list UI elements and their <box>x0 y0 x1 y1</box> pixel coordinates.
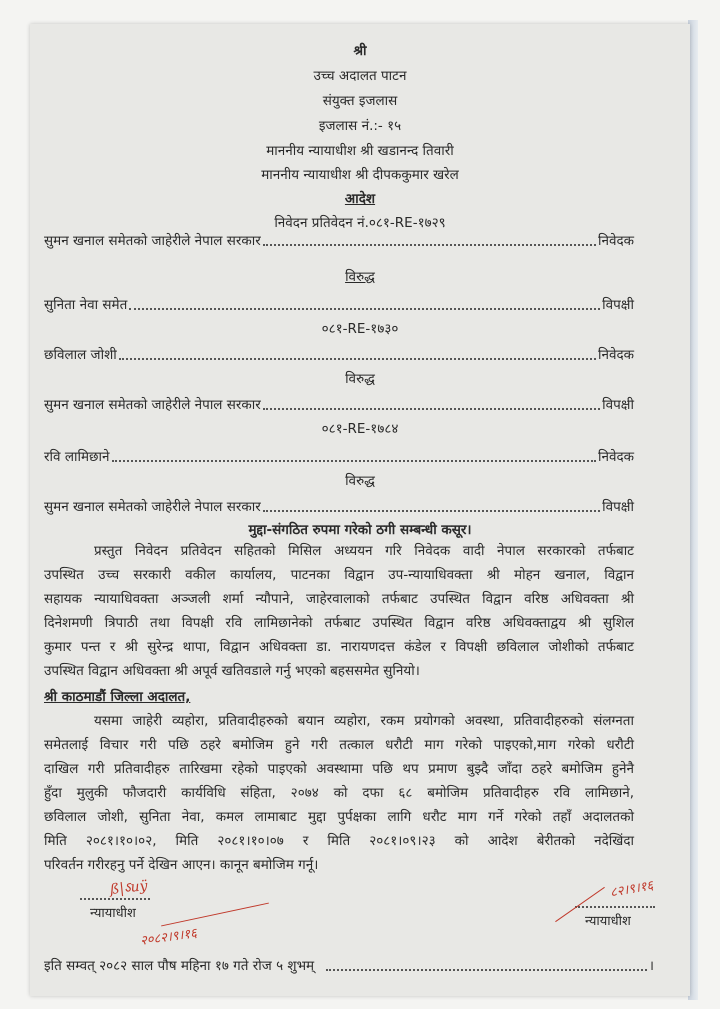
paragraph-line: उपस्थित उच्च सरकारी वकील कार्यालय, पाटनका विद्वान उप-न्यायाधिवक्ता श्री मोहन खनाल, विद्वान <box>44 567 634 583</box>
party-role: विपक्षी <box>602 397 634 413</box>
party-role: निवेदक <box>597 347 634 363</box>
paragraph-line: उपस्थित विद्वान अधिवक्ता श्री अपूर्व खतिवडाले गर्नु भएको बहससमेत सुनियो। <box>44 663 420 679</box>
party-line <box>44 396 634 414</box>
party-role: निवेदक <box>597 233 634 249</box>
paragraph-line: छविलाल जोशी, सुनिता नेवा, कमल लामाबाट मुद्दा पुर्पक्षका लागि धरौट माग गर्ने गरेको तहाँ अदालतको <box>44 809 634 825</box>
left-signature-stroke <box>161 903 269 927</box>
paragraph-line: मिति २०८१।१०।०२, मिति २०८१।१०।०७ र मिति २०८१।०९।२३ को आदेश बेरीतको नदेखिंदा <box>44 833 634 849</box>
case-subject: मुद्दा-संगठित रुपमा गरेको ठगी सम्बन्धी कसूर। <box>248 522 472 538</box>
dotted-leader <box>119 358 596 360</box>
left-signature-line <box>80 890 150 900</box>
versus-row <box>30 268 690 286</box>
left-handwritten-date: २०८२।९।१६ <box>139 926 198 949</box>
footer-date: इति सम्वत् २०८२ साल पौष महिना १७ गते रोज ५ शुभम् <box>44 958 315 974</box>
case-number: निवेदन प्रतिवेदन नं.०८१-RE-१७२९ <box>274 215 446 231</box>
paragraph-line: यसमा जाहेरी व्यहोरा, प्रतिवादीहरुको बयान व्यहोरा, रकम प्रयोगको अवस्था, प्रतिवादीहरुको संलग्नता <box>94 713 634 729</box>
party-line <box>44 232 634 250</box>
judge-2: माननीय न्यायाधीश श्री दीपककुमार खरेल <box>261 167 459 183</box>
party-line <box>44 346 634 364</box>
party-role: विपक्षी <box>602 499 634 515</box>
judge-1: माननीय न्यायाधीश श्री खडानन्द तिवारी <box>266 143 454 159</box>
paragraph-line: कुमार पन्त र श्री सुरेन्द्र थापा, विद्वान अधिवक्ता डा. नारायणदत्त कंडेल र विपक्षी छविलाल जोशीको तर्फबाट <box>44 639 634 655</box>
dotted-leader <box>263 244 596 246</box>
paragraph-line: समेतलाई विचार गरी पछि ठहरे बमोजिम हुने गरी तत्काल धरौटी माग गरेको पाइएको,माग गरेको धरौटी <box>44 737 634 753</box>
party-line <box>44 498 634 516</box>
left-judge-title: न्यायाधीश <box>90 906 136 921</box>
invocation: श्री <box>353 43 367 59</box>
right-signature-line <box>575 900 655 908</box>
right-judge-title: न्यायाधीश <box>585 914 631 929</box>
court-order-document <box>30 24 690 996</box>
case-number: ०८१-RE-१७८४ <box>321 421 399 437</box>
party-line <box>44 296 634 314</box>
paragraph-line: सहायक न्यायाधिवक्ता अञ्जली शर्मा न्यौपाने, जाहेरवालाको तर्फबाट उपस्थित विद्वान वरिष्ठ अधिवक्ता श्री <box>44 591 634 607</box>
paragraph-line: दिनेशमणी त्रिपाठी तथा विपक्षी रवि लामिछानेको तर्फबाट उपस्थित विद्वान वरिष्ठ अधिवक्ताद्वय श्री सुशिल <box>44 615 634 631</box>
paragraph-line: दाखिल गरी प्रतिवादीहरु तारिखमा रहेको पाइएको अवस्थामा पछि थप प्रमाण बुझ्दै जाँदा ठहरे बमोजिम हुनेनै <box>44 761 634 777</box>
dotted-leader <box>326 969 647 971</box>
document-type: आदेश <box>344 191 376 207</box>
petitioner-name: रवि लामिछाने <box>44 449 110 465</box>
party-line <box>44 448 634 466</box>
respondent-name: सुनिता नेवा समेत <box>44 297 128 313</box>
petitioner-name: छविलाल जोशी <box>44 347 117 363</box>
respondent-name: सुमन खनाल समेतको जाहेरीले नेपाल सरकार <box>44 499 261 515</box>
paragraph-line: प्रस्तुत निवेदन प्रतिवेदन सहितको मिसिल अध्ययन गरि निवेदक वादी नेपाल सरकारको तर्फबाट <box>94 543 634 559</box>
court-name: उच्च अदालत पाटन <box>313 68 407 84</box>
respondent-name: सुमन खनाल समेतको जाहेरीले नेपाल सरकार <box>44 397 261 413</box>
section-heading: श्री काठमाडौं जिल्ला अदालत, <box>44 689 191 705</box>
paragraph-line: परिवर्तन गरीरहनु पर्ने देखिन आएन। कानून बमोजिम गर्नू। <box>44 857 319 873</box>
paragraph-line: हुँदा मुलुकी फौजदारी कार्यविधि संहिता, २०७४ को दफा ६८ बमोजिम प्रतिवादीहरु रवि लामिछाने, <box>44 785 634 801</box>
party-role: निवेदक <box>597 449 634 465</box>
versus-label: विरुद्ध <box>345 269 375 285</box>
case-number: ०८१-RE-१७३० <box>321 321 399 337</box>
versus-label: विरुद्ध <box>345 371 375 387</box>
footer-line <box>44 957 654 975</box>
document-type-row <box>30 190 690 208</box>
bench-type: संयुक्त इजलास <box>322 93 398 109</box>
dotted-leader <box>112 460 596 462</box>
petitioner-name: सुमन खनाल समेतको जाहेरीले नेपाल सरकार <box>44 233 261 249</box>
bench-number: इजलास नं.:- १५ <box>318 118 402 134</box>
footer-end-mark: । <box>648 958 654 974</box>
versus-label: विरुद्ध <box>345 473 375 489</box>
dotted-leader <box>263 510 600 512</box>
left-signature: ß|ऽuÿ <box>109 878 149 898</box>
dotted-leader <box>129 308 600 310</box>
right-handwritten-date: ८२।९।१६ <box>608 878 655 901</box>
party-role: विपक्षी <box>602 297 634 313</box>
dotted-leader <box>263 408 600 410</box>
